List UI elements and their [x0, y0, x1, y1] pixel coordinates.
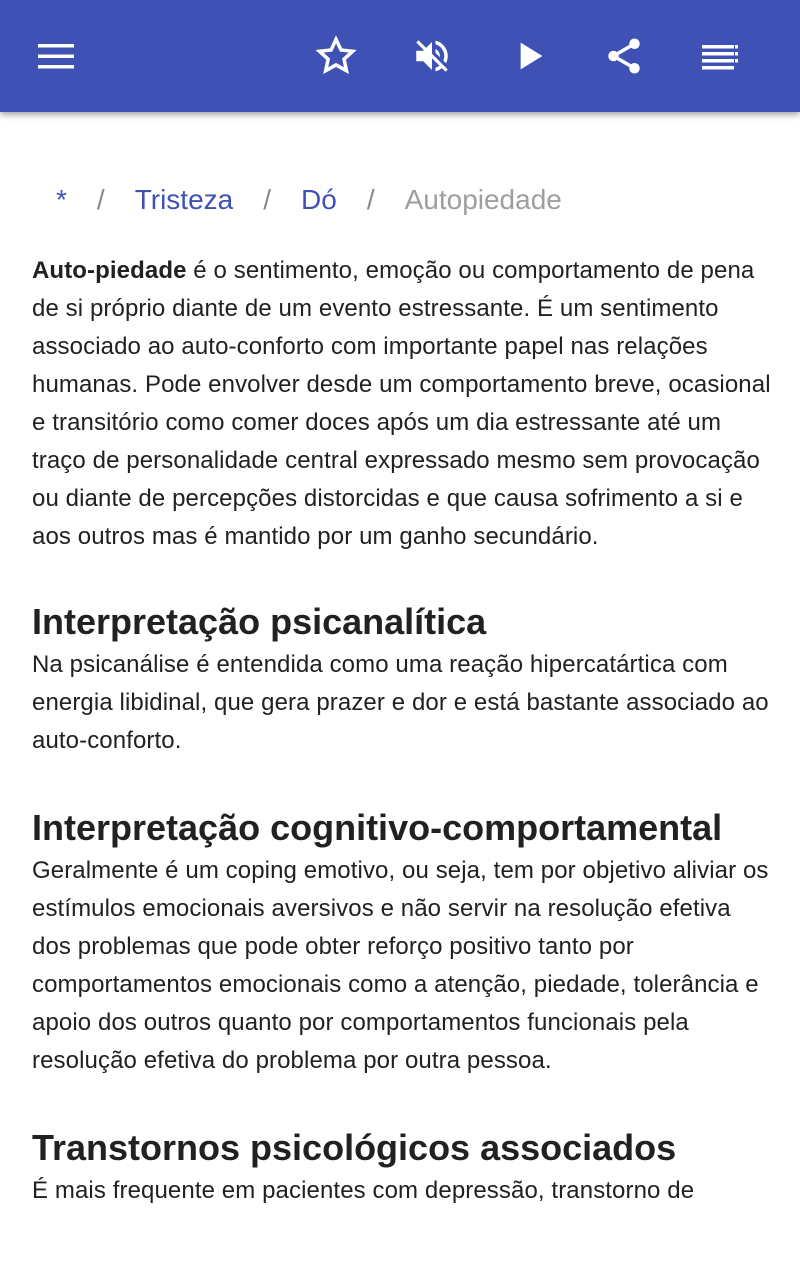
intro-term: Auto-piedade	[32, 257, 187, 284]
section-text-psicanalitica: Na psicanálise é entendida como uma reação hipercatártica com energia libidinal, que gera prazer e dor e está bastante associado ao auto-conforto.	[32, 651, 769, 754]
breadcrumb-item-root[interactable]: *	[56, 184, 67, 215]
play-icon	[509, 36, 549, 76]
section-text-cognitivo: Geralmente é um coping emotivo, ou seja, tem por objetivo aliviar os estímulos emocionais aversivos e não servir na resolução efetiva dos problemas que pode obter reforço positivo tanto por comportamentos emocionais como a atenção, piedade, tolerância e apoio dos outros quanto por comportamentos funcionais pela resolução efetiva do problema por outra pessoa.	[32, 857, 769, 1074]
article-content	[0, 112, 800, 1280]
breadcrumb-item-do[interactable]: Dó	[301, 184, 337, 215]
play-button[interactable]	[497, 24, 561, 88]
breadcrumb-separator: /	[263, 184, 272, 215]
star-icon	[315, 35, 357, 77]
section-heading-cognitivo: Interpretação cognitivo-comportamental	[32, 807, 723, 848]
share-button[interactable]	[592, 24, 656, 88]
section-text-transtornos: É mais frequente em pacientes com depressão, transtorno de	[32, 1177, 695, 1204]
intro-text: é o sentimento, emoção ou comportamento de pena de si próprio diante de um evento estressante. É um sentimento associado ao auto-conforto com importante papel nas relações humanas. Pode envolver desde um comportamento breve, ocasional e transitório como comer doces após um dia estressante até um traço de personalidade central expressado mesmo sem provocação ou diante de percepções distorcidas e que causa sofrimento a si e aos outros mas é mantido por um ganho secundário.	[32, 257, 771, 550]
section-heading-transtornos: Transtornos psicológicos associados	[32, 1127, 677, 1168]
volume-off-icon	[411, 35, 453, 77]
intro-paragraph	[32, 252, 772, 556]
mute-button[interactable]	[400, 24, 464, 88]
section-heading-psicanalitica: Interpretação psicanalítica	[32, 601, 487, 642]
breadcrumb-item-tristeza[interactable]: Tristeza	[134, 184, 234, 215]
article-body	[32, 252, 772, 1210]
breadcrumb-separator: /	[366, 184, 375, 215]
breadcrumb	[56, 180, 562, 220]
favorite-button[interactable]	[304, 24, 368, 88]
menu-icon	[36, 36, 76, 76]
breadcrumb-current: Autopiedade	[404, 184, 562, 215]
breadcrumb-separator: /	[96, 184, 105, 215]
app-toolbar	[0, 0, 800, 112]
share-icon	[603, 35, 645, 77]
menu-button[interactable]	[24, 24, 88, 88]
contents-button[interactable]	[688, 24, 752, 88]
playlist-icon	[700, 36, 740, 76]
